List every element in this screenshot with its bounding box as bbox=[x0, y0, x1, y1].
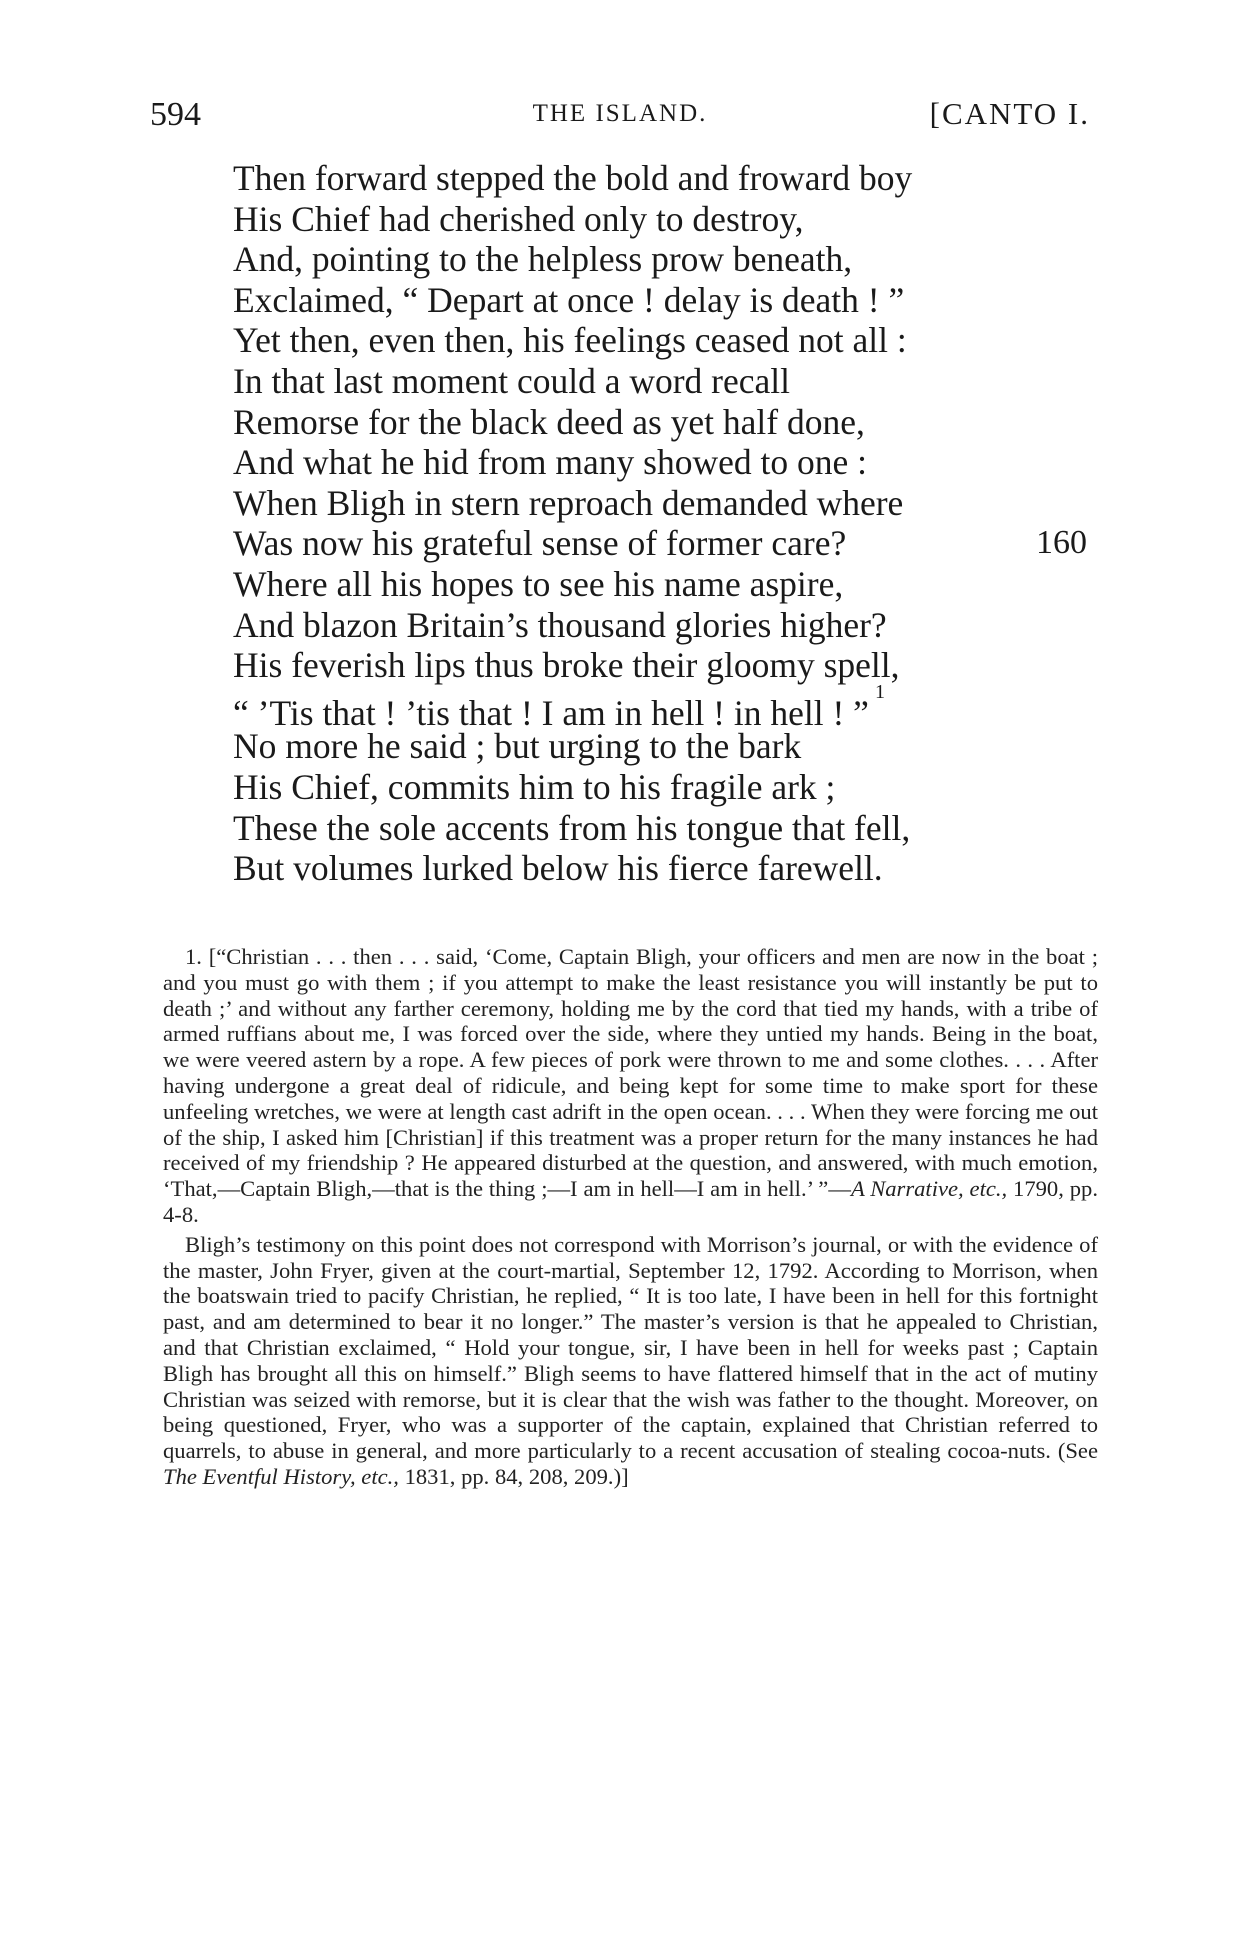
source-title: A Narrative, etc., bbox=[850, 1176, 1008, 1202]
verse-line: These the sole accents from his tongue that fell, bbox=[233, 807, 911, 848]
verse-line: And blazon Britain’s thousand glories higher? bbox=[233, 604, 887, 645]
verse-line: “ ’Tis that ! ’tis that ! I am in hell ! in hell ! ”$^1$ bbox=[233, 680, 885, 733]
verse-line: And what he hid from many showed to one : bbox=[233, 442, 867, 483]
verse-line: Was now his grateful sense of former care? 160 bbox=[233, 523, 1087, 564]
footnotes bbox=[163, 944, 1098, 1494]
verse-line: But volumes lurked below his fierce farewell. bbox=[233, 848, 883, 889]
footnote-marker[interactable]: 1 bbox=[874, 680, 885, 703]
footnote-1-commentary: Bligh’s testimony on this point does not correspond with Morrison’s journal, or with the evidence of the master, John Fryer, given at the court-martial, September 12, 1792. According to Morrison, when the boatswain tried to pacify Christian, he replied, “ It is too late, I have been in hell for this fortnight past, and am determined to bear it no longer.” The master’s version is that he appealed to Christian, and that Christian exclaimed, “ Hold your tongue, sir, I have been in hell for weeks past ; Captain Bligh has brought all this on himself.” Bligh seems to have flattered himself that in the act of mutiny Christian was seized with remorse, but it is clear that the wish was father to the thought. Moreover, on being questioned, Fryer, who was a supporter of the captain, explained that Christian referred to quarrels, to abuse in general, and more particularly to a recent accusation of stealing cocoa-nuts. (See The Eventful History, etc., 1831, pp. 84, 208, 209.)] bbox=[163, 1231, 1098, 1489]
page-number: 594 bbox=[150, 96, 201, 133]
running-header bbox=[150, 96, 1090, 146]
poem-stanza bbox=[233, 158, 1113, 889]
verse-line: When Bligh in stern reproach demanded where bbox=[233, 482, 904, 523]
source-title: The Eventful History, etc., bbox=[163, 1463, 399, 1489]
verse-line: Yet then, even then, his feelings ceased not all : bbox=[233, 320, 907, 361]
verse-line: Then forward stepped the bold and froward boy bbox=[233, 158, 913, 198]
verse-line: His Chief had cherished only to destroy, bbox=[233, 198, 804, 239]
verse-line: His Chief, commits him to his fragile ark ; bbox=[233, 766, 836, 807]
verse-line: Where all his hopes to see his name aspire, bbox=[233, 563, 844, 604]
verse-line: And, pointing to the helpless prow beneath, bbox=[233, 239, 853, 280]
verse-line: His feverish lips thus broke their gloomy spell, bbox=[233, 645, 900, 686]
verse-line: Remorse for the black deed as yet half done, bbox=[233, 401, 865, 442]
verse-line: No more he said ; but urging to the bark bbox=[233, 726, 802, 767]
footnote-1: 1. [“Christian . . . then . . . said, ‘Come, Captain Bligh, your officers and men are now in the boat ; and you must go with them ; if you attempt to make the least resistance you will instantly be put to death ;’ and without any farther ceremony, holding me by the cord that tied my hands, with a tribe of armed ruffians about me, I was forced over the side, where they untied my hands. Being in the boat, we were veered astern by a rope. A few pieces of pork were thrown to me and some clothes. . . . After having undergone a great deal of ridicule, and being kept for some time to make sport for these unfeeling wretches, we were at length cast adrift in the open ocean. . . . When they were forcing me out of the ship, I asked him [Christian] if this treatment was a proper return for the many instances he had received of my friendship ? He appeared disturbed at the question, and answered, with much emotion, ‘That,—Captain Bligh,—that is the thing ;—I am in hell—I am in hell.’ ”—A Narrative, etc., 1790, pp. 4-8. bbox=[163, 944, 1098, 1227]
verse-line: In that last moment could a word recall bbox=[233, 360, 790, 401]
verse-line: Exclaimed, “ Depart at once ! delay is death ! ” bbox=[233, 279, 905, 320]
running-title: THE ISLAND. bbox=[532, 100, 708, 127]
canto-label: [CANTO I. bbox=[929, 96, 1090, 131]
line-number: 160 bbox=[1036, 524, 1087, 562]
